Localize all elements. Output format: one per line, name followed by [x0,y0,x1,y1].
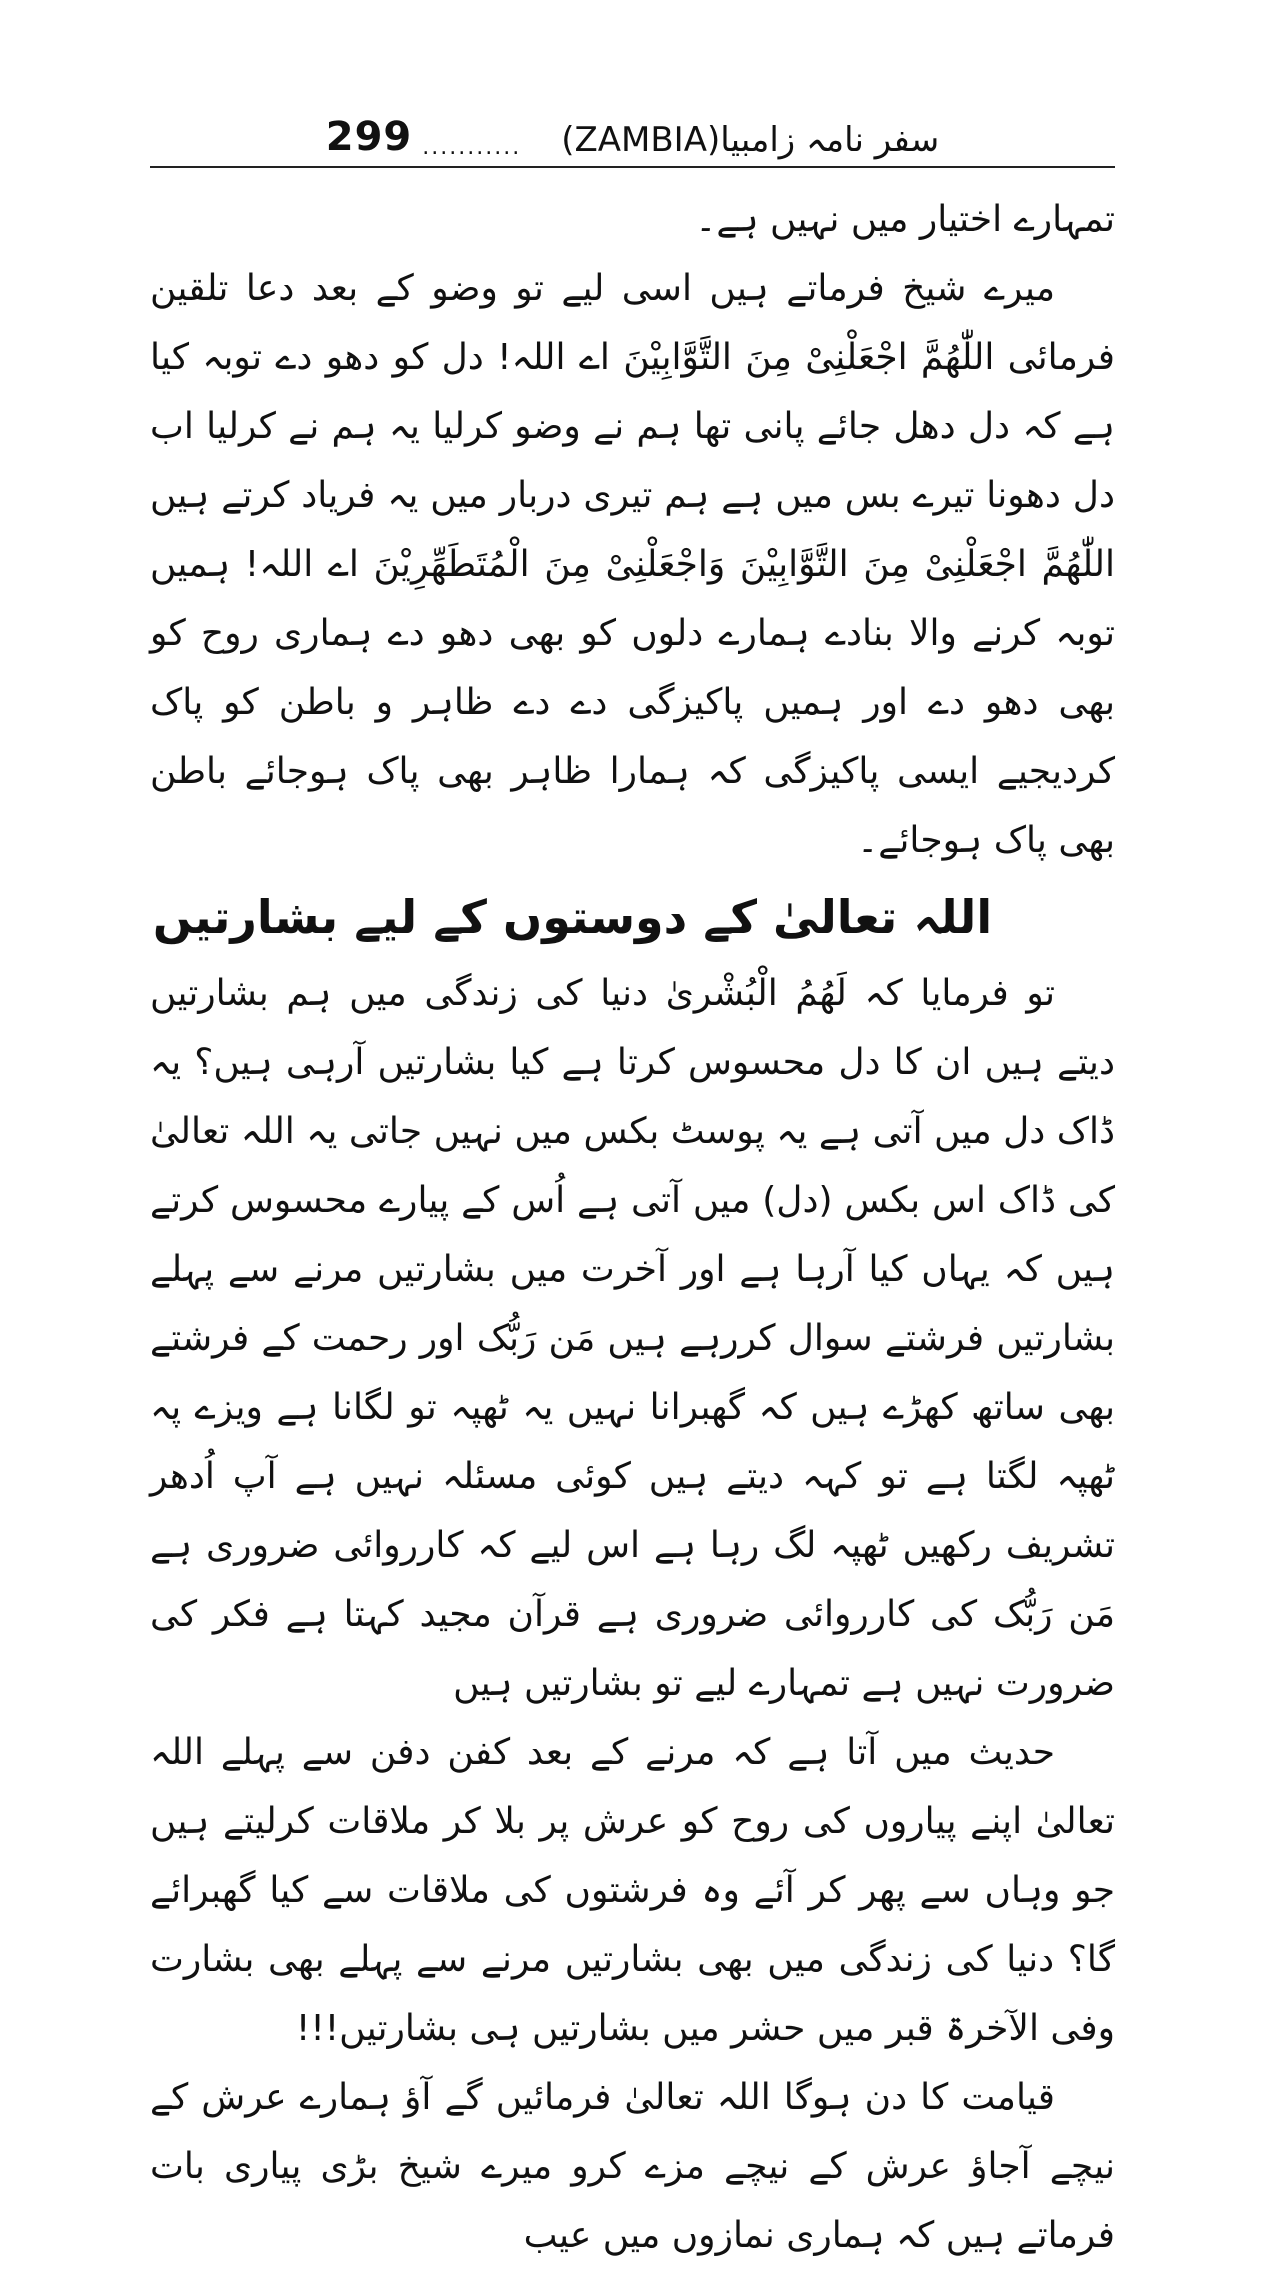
paragraph: قیامت کا دن ہوگا اللہ تعالیٰ فرمائیں گے آؤ ہمارے عرش کے نیچے آجاؤ عرش کے نیچے مزے کرو میرے شیخ بڑی پیاری بات فرماتے ہیں کہ ہماری نمازوں میں عیب [150,2077,1115,2256]
header-divider [150,166,1115,168]
page-body [150,185,1115,2270]
page-number: 299 [325,114,413,160]
paragraph: میرے شیخ فرماتے ہیں اسی لیے تو وضو کے بعد دعا تلقین فرمائی اللّٰھُمَّ اجْعَلْنِیْ مِنَ التَّوَّابِیْنَ اے اللہ! دل کو دھو دے توبہ کیا ہے کہ دل دھل جائے پانی تھا ہم نے وضو کرلیا یہ ہم نے کرلیا اب دل دھونا تیرے بس میں ہے ہم تیری دربار میں یہ فریاد کرتے ہیں اللّٰھُمَّ اجْعَلْنِیْ مِنَ التَّوَّابِیْنَ وَاجْعَلْنِیْ مِنَ الْمُتَطَھِّرِیْنَ اے اللہ! ہمیں توبہ کرنے والا بنادے ہمارے دلوں کو بھی دھو دے ہماری روح کو بھی دھو دے اور ہمیں پاکیزگی دے دے ظاہر و باطن کو پاک کردیجیے ایسی پاکیزگی کہ ہمارا ظاہر بھی پاک ہوجائے باطن بھی پاک ہوجائے۔ [150,268,1115,861]
page-header [150,100,1115,160]
paragraph: تمہارے اختیار میں نہیں ہے۔ [695,199,1115,240]
section-heading: اللہ تعالیٰ کے دوستوں کے لیے بشارتیں [152,890,993,944]
paragraph: حدیث میں آتا ہے کہ مرنے کے بعد کفن دفن سے پہلے اللہ تعالیٰ اپنے پیاروں کی روح کو عرش پر بلا کر ملاقات کرلیتے ہیں جو وہاں سے پھر کر آئے وہ فرشتوں کی ملاقات سے کیا گھبرائے گا؟ دنیا کی زندگی میں بھی بشارتیں مرنے سے پہلے بھی بشارت وفی الآخرۃ قبر میں حشر میں بشارتیں ہی بشارتیں!!! [150,1732,1115,2049]
paragraph: تو فرمایا کہ لَھُمُ الْبُشْریٰ دنیا کی زندگی میں ہم بشارتیں دیتے ہیں ان کا دل محسوس کرتا ہے کیا بشارتیں آرہی ہیں؟ یہ ڈاک دل میں آتی ہے یہ پوسٹ بکس میں نہیں جاتی یہ اللہ تعالیٰ کی ڈاک اس بکس (دل) میں آتی ہے اُس کے پیارے محسوس کرتے ہیں کہ یہاں کیا آرہا ہے اور آخرت میں بشارتیں مرنے سے پہلے بشارتیں فرشتے سوال کررہے ہیں مَن رَبُّک اور رحمت کے فرشتے بھی ساتھ کھڑے ہیں کہ گھبرانا نہیں یہ ٹھپہ تو لگانا ہے ویزے پہ ٹھپہ لگتا ہے تو کہہ دیتے ہیں کوئی مسئلہ نہیں ہے آپ اُدھر تشریف رکھیں ٹھپہ لگ رہا ہے اس لیے کہ کارروائی ضروری ہے مَن رَبُّک کی کارروائی ضروری ہے قرآن مجید کہتا ہے فکر کی ضرورت نہیں ہے تمہارے لیے تو بشارتیں ہیں [150,973,1115,1704]
book-title: سفر نامہ زامبیا(ZAMBIA) [561,120,940,160]
header-dots: ........... [422,135,522,160]
